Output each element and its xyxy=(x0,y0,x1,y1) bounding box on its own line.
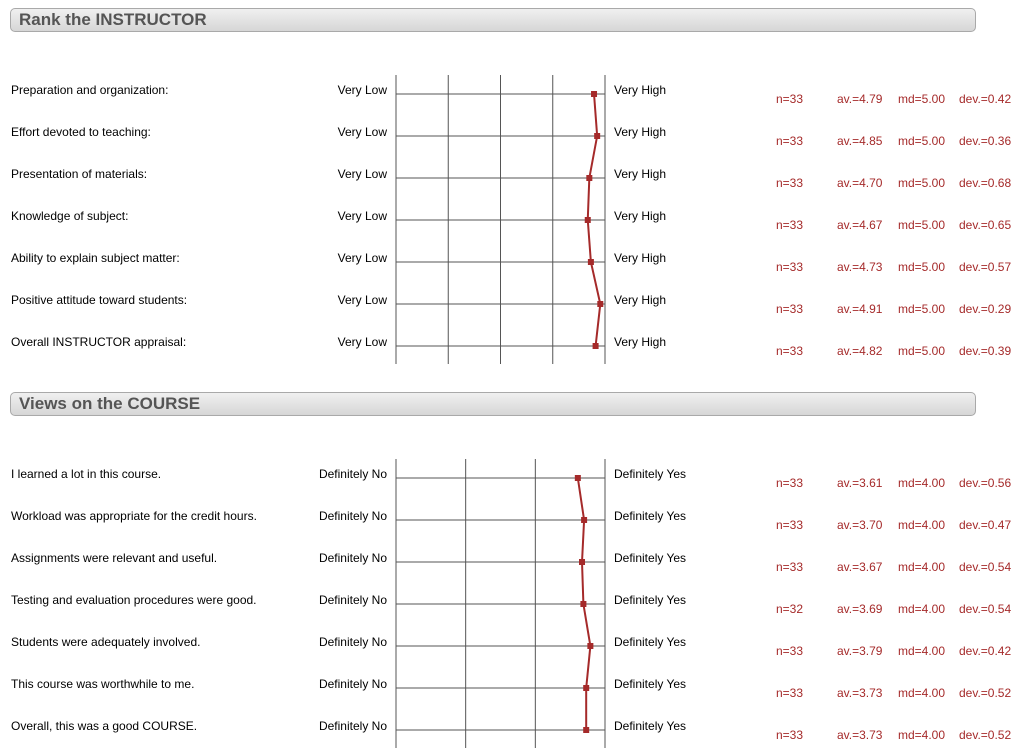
data-point xyxy=(597,301,603,307)
data-point xyxy=(575,475,581,481)
stat-deviation: dev.=0.29 xyxy=(959,302,1012,316)
row-label: Overall INSTRUCTOR appraisal: xyxy=(11,335,187,349)
stat-deviation: dev.=0.42 xyxy=(959,644,1012,658)
stat-median: md=4.00 xyxy=(898,644,946,658)
scale-low-label: Very Low xyxy=(337,251,387,265)
data-point xyxy=(583,727,589,733)
scale-high-label: Definitely Yes xyxy=(614,593,687,607)
stat-median: md=4.00 xyxy=(898,686,946,700)
stat-deviation: dev.=0.52 xyxy=(959,728,1012,742)
stat-average: av.=4.91 xyxy=(837,302,883,316)
stat-average: av.=4.79 xyxy=(837,92,883,106)
row-label: I learned a lot in this course. xyxy=(11,467,162,481)
stat-deviation: dev.=0.56 xyxy=(959,476,1012,490)
scale-high-label: Very High xyxy=(614,293,667,307)
scale-high-label: Very High xyxy=(614,251,667,265)
stat-median: md=5.00 xyxy=(898,260,946,274)
stat-average: av.=4.70 xyxy=(837,176,883,190)
scale-high-label: Definitely Yes xyxy=(614,509,687,523)
scale-low-label: Very Low xyxy=(337,293,387,307)
stat-median: md=4.00 xyxy=(898,476,946,490)
data-point xyxy=(587,643,593,649)
stat-n: n=33 xyxy=(776,302,804,316)
stat-average: av.=3.69 xyxy=(837,602,883,616)
row-label: Knowledge of subject: xyxy=(11,209,129,223)
stat-n: n=33 xyxy=(776,560,804,574)
data-point xyxy=(581,517,587,523)
scale-low-label: Definitely No xyxy=(318,509,387,523)
stat-n: n=33 xyxy=(776,218,804,232)
scale-low-label: Very Low xyxy=(337,209,387,223)
stat-average: av.=3.70 xyxy=(837,518,883,532)
stat-median: md=4.00 xyxy=(898,518,946,532)
stat-n: n=33 xyxy=(776,260,804,274)
row-label: Workload was appropriate for the credit hours. xyxy=(11,509,257,523)
row-label: Effort devoted to teaching: xyxy=(11,125,151,139)
stat-median: md=5.00 xyxy=(898,134,946,148)
data-point xyxy=(585,217,591,223)
data-point xyxy=(588,259,594,265)
data-point xyxy=(594,133,600,139)
stat-deviation: dev.=0.54 xyxy=(959,560,1012,574)
stat-average: av.=3.73 xyxy=(837,728,883,742)
stat-median: md=4.00 xyxy=(898,728,946,742)
stat-median: md=5.00 xyxy=(898,218,946,232)
stat-median: md=5.00 xyxy=(898,302,946,316)
stat-n: n=33 xyxy=(776,134,804,148)
stat-n: n=33 xyxy=(776,476,804,490)
data-point xyxy=(583,685,589,691)
stat-deviation: dev.=0.36 xyxy=(959,134,1012,148)
stat-average: av.=4.73 xyxy=(837,260,883,274)
stat-average: av.=4.85 xyxy=(837,134,883,148)
section-title-course: Views on the COURSE xyxy=(19,394,201,413)
stat-deviation: dev.=0.52 xyxy=(959,686,1012,700)
stat-n: n=33 xyxy=(776,92,804,106)
scale-low-label: Definitely No xyxy=(318,593,387,607)
scale-low-label: Very Low xyxy=(337,83,387,97)
scale-high-label: Very High xyxy=(614,125,667,139)
stat-n: n=33 xyxy=(776,728,804,742)
scale-low-label: Definitely No xyxy=(318,677,387,691)
stat-n: n=33 xyxy=(776,686,804,700)
stat-deviation: dev.=0.57 xyxy=(959,260,1012,274)
scale-low-label: Very Low xyxy=(337,335,387,349)
row-label: Presentation of materials: xyxy=(11,167,148,181)
scale-low-label: Definitely No xyxy=(318,551,387,565)
stat-median: md=5.00 xyxy=(898,92,946,106)
row-label: Preparation and organization: xyxy=(11,83,169,97)
data-point xyxy=(579,559,585,565)
stat-n: n=32 xyxy=(776,602,804,616)
row-label: This course was worthwhile to me. xyxy=(11,677,195,691)
stat-median: md=4.00 xyxy=(898,602,946,616)
scale-high-label: Definitely Yes xyxy=(614,467,687,481)
stat-average: av.=3.79 xyxy=(837,644,883,658)
stat-deviation: dev.=0.47 xyxy=(959,518,1012,532)
section-title-instructor: Rank the INSTRUCTOR xyxy=(19,10,207,29)
stat-deviation: dev.=0.54 xyxy=(959,602,1012,616)
scale-high-label: Definitely Yes xyxy=(614,551,687,565)
stat-median: md=5.00 xyxy=(898,176,946,190)
scale-low-label: Very Low xyxy=(337,167,387,181)
scale-high-label: Very High xyxy=(614,209,667,223)
stat-average: av.=3.61 xyxy=(837,476,883,490)
scale-high-label: Definitely Yes xyxy=(614,635,687,649)
stat-median: md=5.00 xyxy=(898,344,946,358)
scale-low-label: Definitely No xyxy=(318,719,387,733)
stat-average: av.=3.67 xyxy=(837,560,883,574)
stat-n: n=33 xyxy=(776,176,804,190)
stat-deviation: dev.=0.68 xyxy=(959,176,1012,190)
stat-deviation: dev.=0.39 xyxy=(959,344,1012,358)
data-point xyxy=(591,91,597,97)
stat-deviation: dev.=0.65 xyxy=(959,218,1012,232)
row-label: Ability to explain subject matter: xyxy=(11,251,180,265)
scale-high-label: Very High xyxy=(614,167,667,181)
scale-high-label: Very High xyxy=(614,335,667,349)
row-label: Students were adequately involved. xyxy=(11,635,201,649)
data-point xyxy=(586,175,592,181)
scale-low-label: Definitely No xyxy=(318,467,387,481)
scale-high-label: Very High xyxy=(614,83,667,97)
scale-high-label: Definitely Yes xyxy=(614,719,687,733)
row-label: Positive attitude toward students: xyxy=(11,293,188,307)
scale-low-label: Definitely No xyxy=(318,635,387,649)
stat-average: av.=3.73 xyxy=(837,686,883,700)
data-point xyxy=(593,343,599,349)
stat-average: av.=4.67 xyxy=(837,218,883,232)
stat-n: n=33 xyxy=(776,644,804,658)
stat-n: n=33 xyxy=(776,344,804,358)
data-point xyxy=(580,601,586,607)
stat-median: md=4.00 xyxy=(898,560,946,574)
scale-high-label: Definitely Yes xyxy=(614,677,687,691)
row-label: Testing and evaluation procedures were good. xyxy=(11,593,257,607)
stat-n: n=33 xyxy=(776,518,804,532)
stat-average: av.=4.82 xyxy=(837,344,883,358)
stat-deviation: dev.=0.42 xyxy=(959,92,1012,106)
row-label: Overall, this was a good COURSE. xyxy=(11,719,198,733)
row-label: Assignments were relevant and useful. xyxy=(11,551,218,565)
scale-low-label: Very Low xyxy=(337,125,387,139)
